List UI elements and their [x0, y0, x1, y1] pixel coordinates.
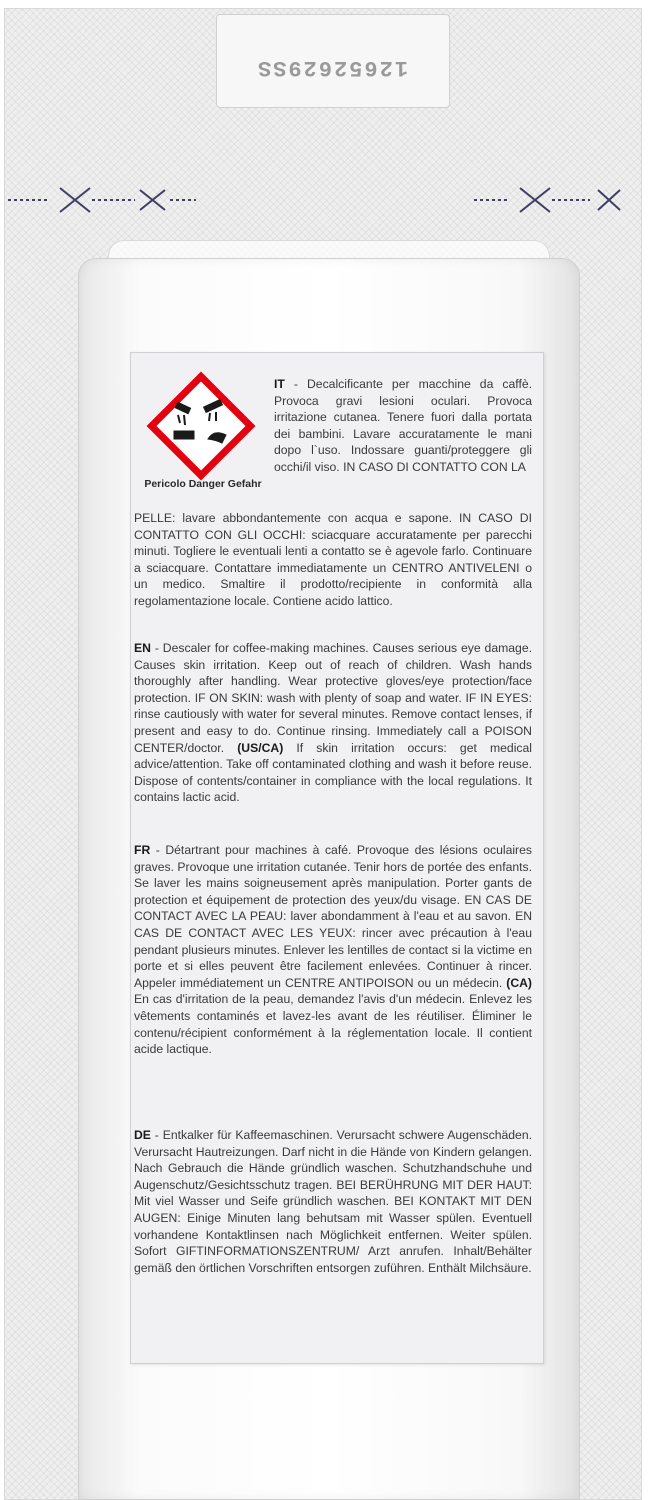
lang-code-fr: FR	[134, 843, 151, 857]
ca-marker: (CA)	[506, 975, 532, 990]
italian-text	[274, 376, 532, 476]
french-text	[134, 842, 532, 1058]
decorative-cross-pattern-left	[0, 180, 200, 220]
lang-code-it: IT	[274, 377, 285, 391]
decorative-cross-pattern-right	[470, 180, 650, 220]
lang-code-de: DE	[134, 1128, 151, 1142]
us-ca-marker: (US/CA)	[237, 740, 284, 755]
english-text-body: - Descaler for coffee-making machines. Causes serious eye damage. Causes skin irritation. Keep out of reach of children. Wash hands thoroughly after handling. Wear protective gloves/eye protection/face protection. IF ON SKIN: wash with plenty of soap and water. IF IN EYES: rinse cautiously with water for several minutes. Remove contact lenses, if present and easy to do. Continue rinsing. Immediately call a POISON CENTER/doctor.	[134, 641, 532, 755]
german-text-body: - Entkalker für Kaffeemaschinen. Verursacht schwere Augenschäden. Verursacht Hautreizungen. Darf nicht in die Hände von Kindern gelangen. Nach Gebrauch die Hände gründlich waschen. Schutzhandschuhe und Augenschutz/Gesichtsschutz tragen. BEI BERÜHRUNG MIT DER HAUT: Mit viel Wasser und Seife gründlich waschen. BEI KONTAKT MIT DEN AUGEN: Einige Minuten lang behutsam mit Wasser spülen. Eventuell vorhandene Kontaktlinsen nach Möglichkeit entfernen. Weiter spülen. Sofort GIFTINFORMATIONSZENTRUM/ Arzt anrufen. Inhalt/Behälter gemäß den örtlichen Vorschriften entsorgen zuführen. Enthält Milchsäure.	[134, 1128, 532, 1275]
french-text-body: - Détartrant pour machines à café. Provoque des lésions oculaires graves. Provoque une irritation cutanée. Tenir hors de portée des enfants. Se laver les mains soigneusement après manipulation. Porter gants de protection et équipement de protection des yeux/du visage. EN CAS DE CONTACT AVEC LA PEAU: laver abondamment à l'eau et au savon. EN CAS DE CONTACT AVEC LES YEUX: rincer avec précaution à l'eau pendant plusieurs minutes. Enlever les lentilles de contact si la victime en porte et si elles peuvent être facilement enlevées. Continuer à rincer. Appeler immédiatement un CENTRE ANTIPOISON ou un médecin.	[134, 843, 532, 990]
hazard-caption: Pericolo Danger Gefahr	[144, 478, 262, 490]
corrosive-icon	[140, 365, 262, 487]
english-text	[134, 640, 532, 806]
german-text	[134, 1127, 532, 1276]
italian-text-first: - Decalcificante per macchine da caffè. Provoca gravi lesioni oculari. Provoca irritazione cutanea. Tenere fuori dalla portata dei bambini. Lavare accuratamente le mani dopo l`uso. Indossare guanti/proteggere gli occhi/il viso. IN CASO DI CONTATTO CON LA	[274, 377, 532, 474]
package-code: 12652629SS	[255, 55, 409, 80]
lang-code-en: EN	[134, 641, 151, 655]
french-text-after: En cas d'irritation de la peau, demandez l'avis d'un médecin. Enlevez les vêtements contaminés et lavez-les avant de les réutiliser. Éliminer le contenu/récipient conformément à la réglementation locale. Il contient acide lactique.	[134, 992, 532, 1057]
english-text-after: If skin irritation occurs: get medical advice/attention. Take off contaminated clothing and wash it before reuse. Dispose of contents/container in compliance with the local regulations. It contains lactic acid.	[134, 740, 532, 805]
italian-text-continued: PELLE: lavare abbondantemente con acqua e sapone. IN CASO DI CONTATTO CON GLI OCCHI: sciacquare accuratamente per parecchi minuti. Togliere le eventuali lenti a contatto se è agevole farlo. Continuare a sciacquare. Contattare immediatamente un CENTRO ANTIVELENI o un medico. Smaltire il prodotto/recipiente in conformità alla regolamentazione locale. Contiene acido lattico.	[134, 511, 532, 608]
